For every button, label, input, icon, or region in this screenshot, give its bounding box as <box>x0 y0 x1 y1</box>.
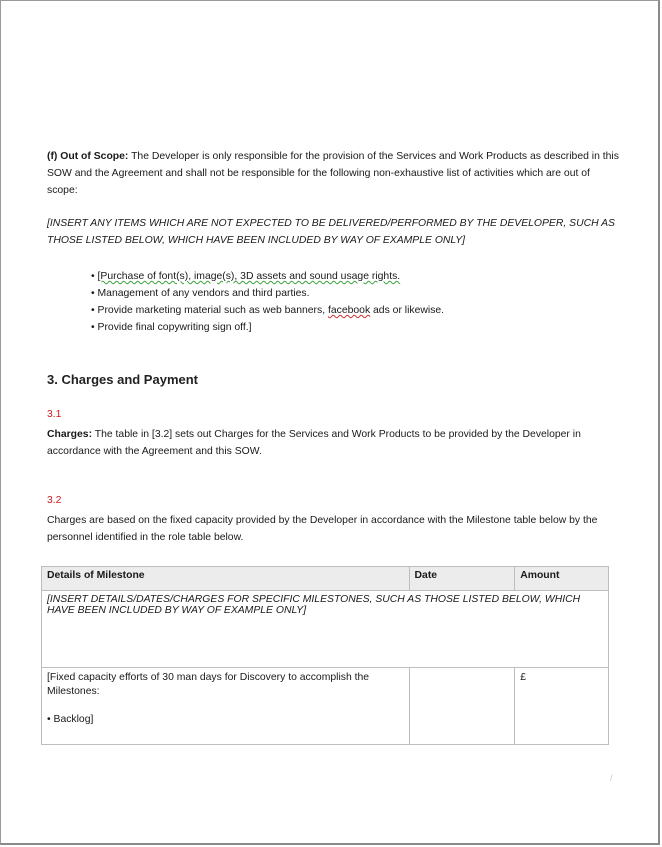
out-of-scope-list <box>91 268 444 336</box>
clause-3-2-paragraph: Charges are based on the fixed capacity provided by the Developer in accordance with the Milestone table below by the personnel identified in the role table below. <box>47 515 598 543</box>
page-mark: / <box>610 773 613 783</box>
list-item: • Provide final copywriting sign off.] <box>91 319 444 336</box>
out-of-scope-label: (f) Out of Scope: <box>47 151 129 162</box>
list-item: • Management of any vendors and third parties. <box>91 285 444 302</box>
column-header: Details of Milestone <box>42 567 410 591</box>
out-of-scope-paragraph <box>47 148 622 199</box>
table-cell <box>42 668 410 745</box>
out-of-scope-note: [INSERT ANY ITEMS WHICH ARE NOT EXPECTED TO BE DELIVERED/PERFORMED BY THE DEVELOPER, SUCH AS THOSE LISTED BELOW, WHICH HAVE BEEN INCLUDED BY WAY OF EXAMPLE ONLY] <box>47 218 615 246</box>
charges-label: Charges: <box>47 429 93 440</box>
table-cell <box>409 668 515 745</box>
column-header: Amount <box>515 567 609 591</box>
milestone-details: [Fixed capacity efforts of 30 man days for Discovery to accomplish the Milestones: <box>47 672 370 697</box>
list-item: • [Purchase of font(s), image(s), 3D assets and sound usage rights. <box>91 268 444 285</box>
table-header-row <box>42 567 609 591</box>
table-note: [INSERT DETAILS/DATES/CHARGES FOR SPECIFIC MILESTONES, SUCH AS THOSE LISTED BELOW, WHICH HAVE BEEN INCLUDED BY WAY OF EXAMPLE ONLY] <box>42 591 609 668</box>
table-row <box>42 668 609 745</box>
clause-3-1-paragraph <box>47 426 622 460</box>
clause-number: 3.2 <box>47 495 62 506</box>
charges-text: The table in [3.2] sets out Charges for the Services and Work Products to be provided by the Developer in accordance with the Agreement and this SOW. <box>47 429 581 457</box>
out-of-scope-text: The Developer is only responsible for the provision of the Services and Work Products as described in this SOW and the Agreement and shall not be responsible for the following non-exhaustive list of activities which are out of scope: <box>47 151 619 196</box>
clause-number: 3.1 <box>47 409 62 420</box>
table-cell: £ <box>515 668 609 745</box>
list-item: • Provide marketing material such as web banners, facebook ads or likewise. <box>91 302 444 319</box>
column-header: Date <box>409 567 515 591</box>
milestone-item: • Backlog] <box>47 714 94 725</box>
milestone-table <box>41 566 609 745</box>
spellcheck-word: facebook <box>327 305 371 316</box>
section-heading: 3. Charges and Payment <box>47 372 198 387</box>
table-row <box>42 591 609 668</box>
